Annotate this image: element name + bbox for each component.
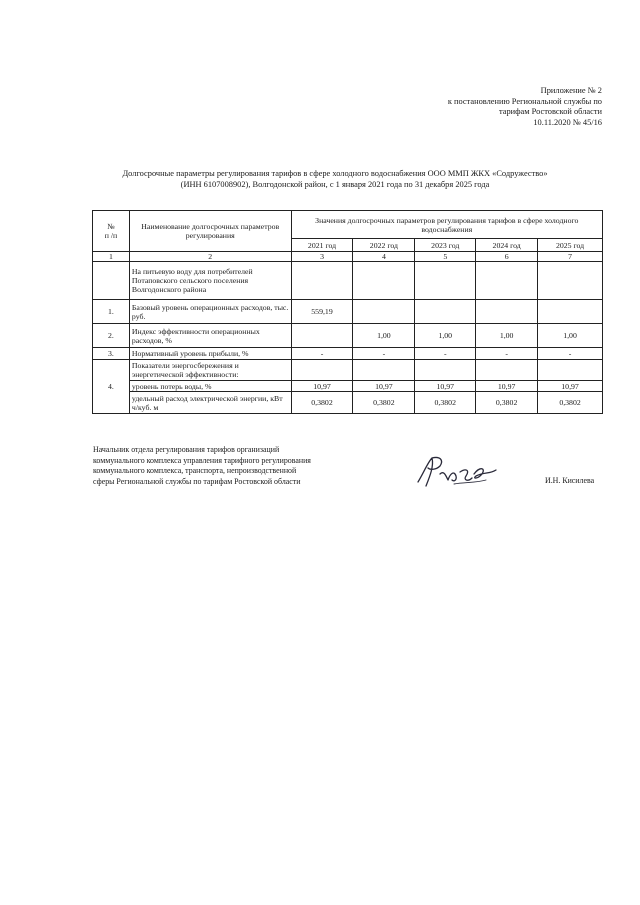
row-value: 10,97 bbox=[476, 381, 538, 392]
row-num: 3. bbox=[93, 348, 130, 360]
row-value: 1,00 bbox=[415, 324, 476, 348]
appendix-date: 10.11.2020 № 45/16 bbox=[533, 117, 602, 127]
row-heading: Показатели энергосбережения и энергетической эффективности: bbox=[129, 360, 291, 381]
appendix-line: тарифам Ростовской области bbox=[498, 107, 602, 117]
row-value: 10,97 bbox=[353, 381, 415, 392]
table-row bbox=[93, 324, 603, 348]
row-name: Нормативный уровень прибыли, % bbox=[129, 348, 291, 360]
signer-line: коммунального комплекса управления тарифного регулирования bbox=[93, 455, 311, 465]
row-name: Базовый уровень операционных расходов, тыс. руб. bbox=[129, 300, 291, 324]
document-title bbox=[90, 168, 580, 190]
header-year: 2025 год bbox=[538, 239, 603, 252]
signer-position bbox=[93, 445, 393, 487]
row-value: 10,97 bbox=[291, 381, 353, 392]
row-name: Индекс эффективности операционных расходов, % bbox=[129, 324, 291, 348]
col-number: 2 bbox=[129, 252, 291, 262]
header-year: 2021 год bbox=[291, 239, 353, 252]
handwritten-signature bbox=[410, 452, 502, 492]
appendix-line: Приложение № 2 bbox=[540, 86, 602, 95]
section-label: На питьевую воду для потребителей Потаповского сельского поселения Волгодонского района bbox=[129, 262, 291, 300]
appendix-line: к постановлению Региональной службы по bbox=[447, 96, 602, 106]
col-number: 1 bbox=[93, 252, 130, 262]
header-year: 2022 год bbox=[353, 239, 415, 252]
row-value: 0,3802 bbox=[538, 392, 603, 414]
table-row bbox=[93, 348, 603, 360]
row-name: уровень потерь воды, % bbox=[129, 381, 291, 392]
col-number: 5 bbox=[415, 252, 476, 262]
row-num: 2. bbox=[93, 324, 130, 348]
row-value bbox=[415, 300, 476, 324]
column-numbers-row bbox=[93, 252, 603, 262]
header-year: 2024 год bbox=[476, 239, 538, 252]
col-number: 3 bbox=[291, 252, 353, 262]
signer-line: Начальник отдела регулирования тарифов организаций bbox=[93, 445, 280, 454]
signer-name: И.Н. Кисилева bbox=[545, 476, 595, 485]
table-row bbox=[93, 360, 603, 381]
row-value: - bbox=[538, 348, 603, 360]
row-value: - bbox=[415, 348, 476, 360]
table-row bbox=[93, 381, 603, 392]
row-num: 1. bbox=[93, 300, 130, 324]
row-value: 1,00 bbox=[353, 324, 415, 348]
row-value: 10,97 bbox=[538, 381, 603, 392]
appendix-block bbox=[342, 86, 602, 128]
row-value: - bbox=[291, 348, 353, 360]
table-row bbox=[93, 392, 603, 414]
header-year: 2023 год bbox=[415, 239, 476, 252]
parameters-table bbox=[92, 210, 603, 414]
signer-line: сферы Региональной службы по тарифам Ростовской области bbox=[93, 476, 301, 486]
signer-line: коммунального комплекса, транспорта, непроизводственной bbox=[93, 466, 297, 475]
row-num: 4. bbox=[93, 360, 130, 414]
row-value: 10,97 bbox=[415, 381, 476, 392]
header-name: Наименование долгосрочных параметров регулирования bbox=[129, 211, 291, 252]
row-value: 1,00 bbox=[476, 324, 538, 348]
header-values-group: Значения долгосрочных параметров регулирования тарифов в сфере холодного водоснабжения bbox=[291, 211, 602, 239]
row-value: 1,00 bbox=[538, 324, 603, 348]
row-value bbox=[291, 324, 353, 348]
title-line-1: Долгосрочные параметры регулирования тарифов в сфере холодного водоснабжения ООО ММП ЖКХ «Содружество» bbox=[122, 169, 548, 178]
header-num: № п /п bbox=[93, 211, 130, 252]
row-value bbox=[476, 300, 538, 324]
section-row bbox=[93, 262, 603, 300]
row-value: 0,3802 bbox=[415, 392, 476, 414]
col-number: 4 bbox=[353, 252, 415, 262]
col-number: 7 bbox=[538, 252, 603, 262]
row-name: удельный расход электрической энергии, кВт ч/куб. м bbox=[129, 392, 291, 414]
row-value: - bbox=[353, 348, 415, 360]
title-line-2: (ИНН 6107008902), Волгодонской район, с 1 января 2021 года по 31 декабря 2025 года bbox=[180, 180, 490, 189]
row-value: 0,3802 bbox=[476, 392, 538, 414]
col-number: 6 bbox=[476, 252, 538, 262]
row-value: 0,3802 bbox=[291, 392, 353, 414]
row-value bbox=[538, 300, 603, 324]
row-value: 0,3802 bbox=[353, 392, 415, 414]
row-value: - bbox=[476, 348, 538, 360]
row-value: 559,19 bbox=[291, 300, 353, 324]
row-value bbox=[353, 300, 415, 324]
table-row bbox=[93, 300, 603, 324]
